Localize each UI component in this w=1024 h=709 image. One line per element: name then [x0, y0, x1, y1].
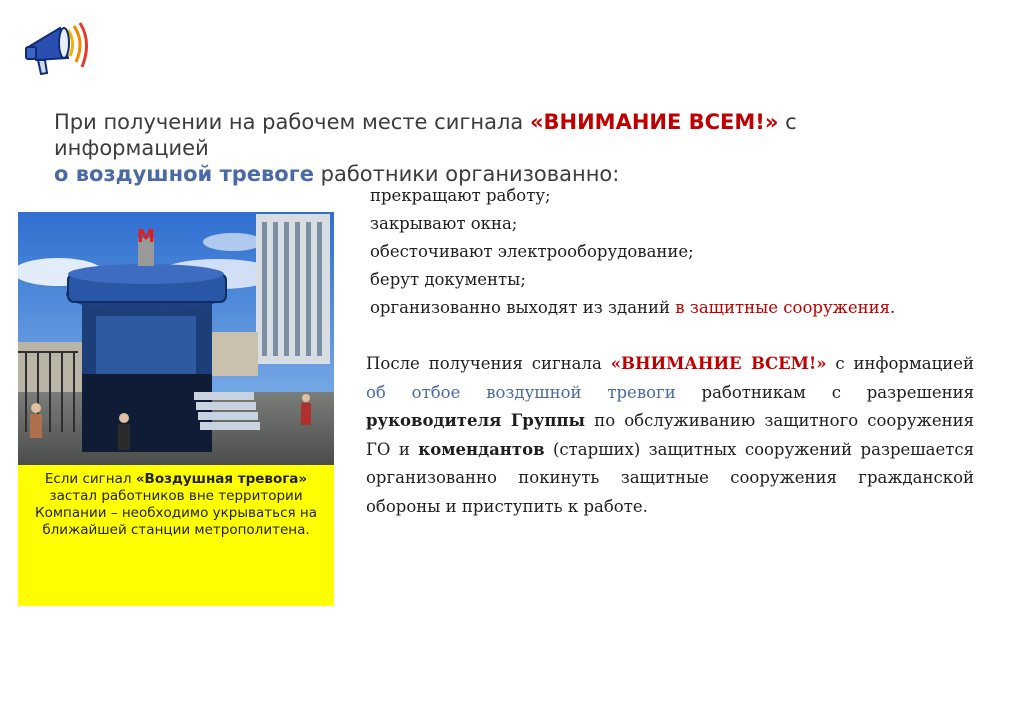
shelter-highlight: в защитные сооружения [675, 298, 890, 317]
action-item: обесточивают электрооборудование; [370, 242, 694, 261]
all-clear-paragraph [366, 350, 974, 521]
after-text-4: по обслуживанию защитного сооружения ГО и [366, 411, 974, 459]
action-item: прекращают работу; [370, 186, 551, 205]
after-text-3: работникам с разрешения [675, 382, 974, 402]
metro-entrance-photo [18, 212, 334, 465]
all-clear-highlight: об отбое воздушной тревоги [366, 382, 676, 402]
heading-alarm: о воздушной тревоге [54, 162, 314, 186]
after-text-1: После получения сигнала [366, 354, 611, 373]
heading-text-1: При получении на рабочем месте сигнала [54, 110, 530, 134]
after-text-2: с информацией [826, 354, 974, 373]
commandants-bold: комендантов [418, 439, 545, 459]
caption-text-1: Если сигнал [44, 471, 136, 487]
action-end: . [890, 298, 896, 317]
metro-shelter-caption [18, 465, 334, 606]
action-list [364, 182, 984, 322]
action-item [364, 294, 984, 322]
metro-sign: М [137, 226, 155, 247]
action-item: закрывают окна; [370, 214, 518, 233]
after-signal: «ВНИМАНИЕ ВСЕМ!» [610, 354, 827, 373]
caption-alarm: «Воздушная тревога» [135, 471, 308, 487]
heading-text-3: работники организованно: [313, 162, 620, 186]
heading-signal: «ВНИМАНИЕ ВСЕМ!» [529, 110, 779, 134]
action-text: организованно выходят из зданий [370, 298, 676, 317]
caption-text-2: застал работников вне территории Компании – необходимо укрываться на ближайшей станции метрополитена. [35, 488, 317, 538]
megaphone-icon [24, 20, 90, 82]
heading-text-2: с информацией [54, 110, 797, 160]
action-item: берут документы; [370, 270, 526, 289]
manager-bold: руководителя Группы [366, 411, 586, 430]
slide-heading [54, 109, 914, 187]
after-text-5: (старших) защитных сооружений разрешается организованно покинуть защитные сооружения гражданской обороны и приступить к работе. [366, 439, 974, 516]
